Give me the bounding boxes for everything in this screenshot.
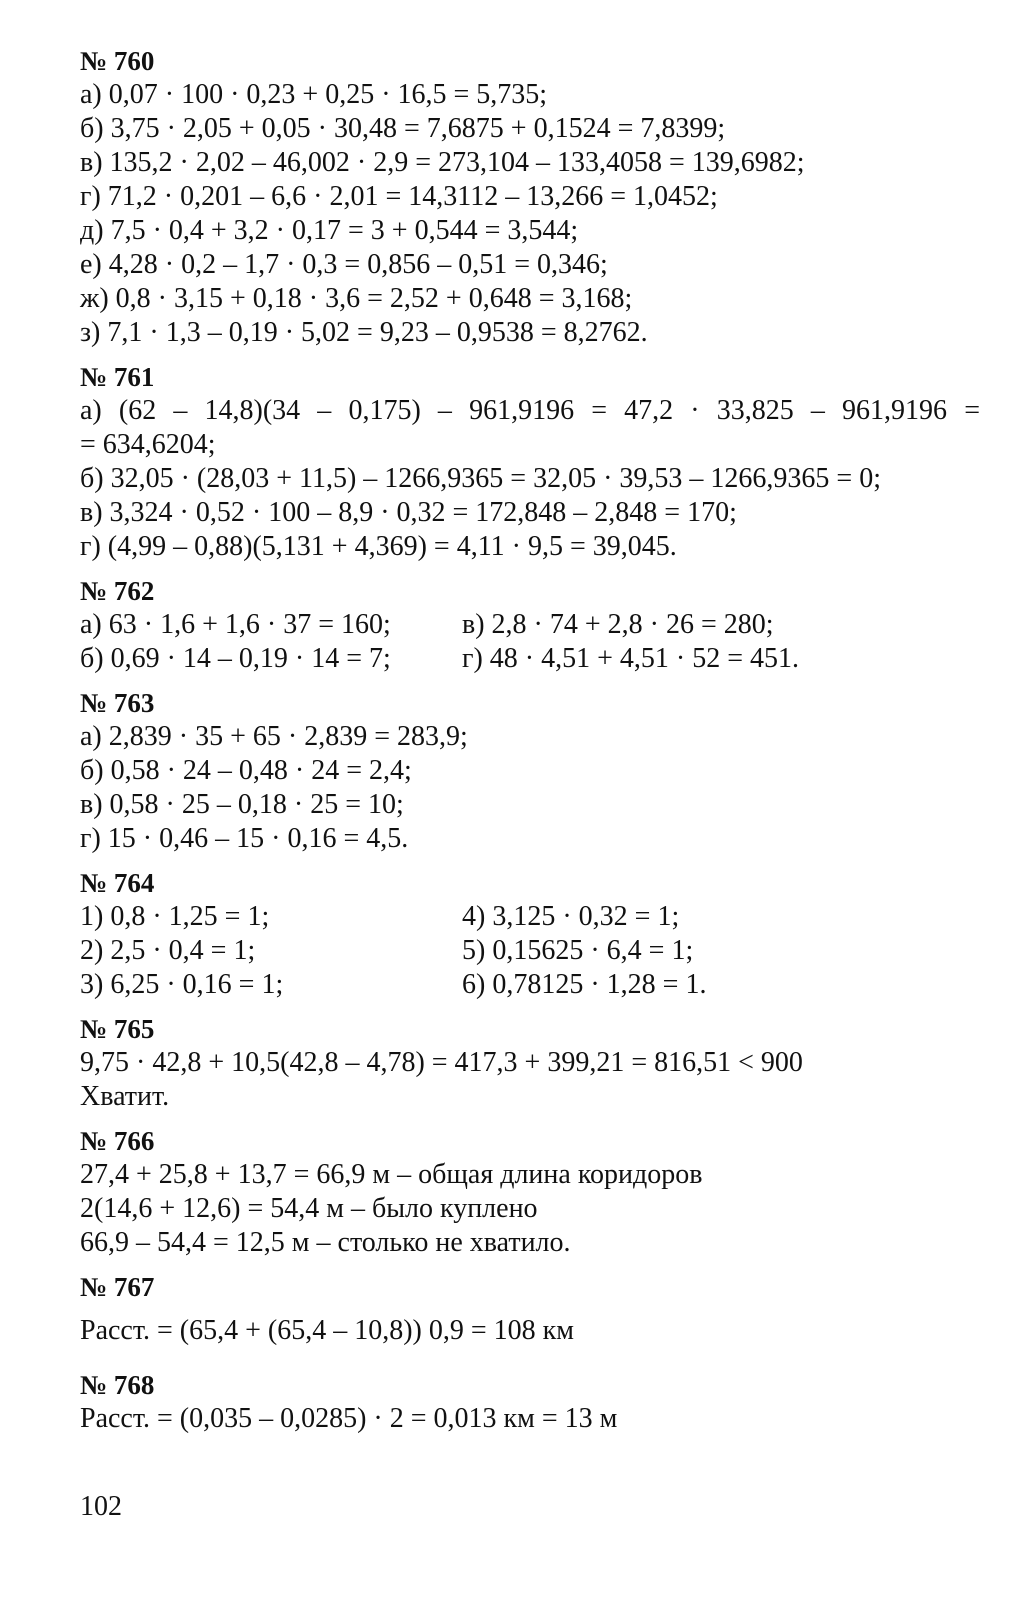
solution-line: в) 135,2 · 2,02 – 46,002 · 2,9 = 273,104 – 133,4058 = 139,6982; <box>80 147 805 178</box>
solution-line: д) 7,5 · 0,4 + 3,2 · 0,17 = 3 + 0,544 = 3,544; <box>80 215 579 246</box>
solution-line: 1) 0,8 · 1,25 = 1; <box>80 901 270 932</box>
solution-line: б) 32,05 · (28,03 + 11,5) – 1266,9365 = 32,05 · 39,53 – 1266,9365 = 0; <box>80 463 881 494</box>
solution-line: 2(14,6 + 12,6) = 54,4 м – было куплено <box>80 1193 538 1224</box>
section-760 <box>80 44 980 350</box>
solution-line: 6) 0,78125 · 1,28 = 1. <box>462 969 707 1000</box>
two-column-block <box>80 900 980 1002</box>
solution-line: ж) 0,8 · 3,15 + 0,18 · 3,6 = 2,52 + 0,648 = 3,168; <box>80 283 633 314</box>
solution-line: а) 0,07 · 100 · 0,23 + 0,25 · 16,5 = 5,735; <box>80 79 548 110</box>
page-number: 102 <box>80 1491 122 1522</box>
section-767 <box>80 1270 980 1348</box>
solution-line: з) 7,1 · 1,3 – 0,19 · 5,02 = 9,23 – 0,9538 = 8,2762. <box>80 317 648 348</box>
solution-line: в) 0,58 · 25 – 0,18 · 25 = 10; <box>80 789 404 820</box>
solution-line: г) (4,99 – 0,88)(5,131 + 4,369) = 4,11 · 9,5 = 39,045. <box>80 531 677 562</box>
section-766 <box>80 1124 980 1260</box>
section-title: № 761 <box>80 362 155 392</box>
solution-line: = 634,6204; <box>80 429 216 460</box>
solution-line: г) 71,2 · 0,201 – 6,6 · 2,01 = 14,3112 – 13,266 = 1,0452; <box>80 181 718 212</box>
section-762 <box>80 574 980 676</box>
section-761 <box>80 360 980 564</box>
solution-line: е) 4,28 · 0,2 – 1,7 · 0,3 = 0,856 – 0,51 = 0,346; <box>80 249 608 280</box>
section-768 <box>80 1368 980 1436</box>
solution-line: а) 2,839 · 35 + 65 · 2,839 = 283,9; <box>80 721 468 752</box>
solution-line: б) 0,58 · 24 – 0,48 · 24 = 2,4; <box>80 755 412 786</box>
section-title: № 765 <box>80 1014 155 1044</box>
solution-line: б) 0,69 · 14 – 0,19 · 14 = 7; <box>80 643 391 674</box>
section-title: № 764 <box>80 868 155 898</box>
two-column-block <box>80 608 980 676</box>
solution-line: а) 63 · 1,6 + 1,6 · 37 = 160; <box>80 609 391 640</box>
solution-line: б) 3,75 · 2,05 + 0,05 · 30,48 = 7,6875 + 0,1524 = 7,8399; <box>80 113 726 144</box>
solution-line: Расст. = (65,4 + (65,4 – 10,8)) 0,9 = 108 км <box>80 1315 574 1346</box>
solution-line: в) 3,324 · 0,52 · 100 – 8,9 · 0,32 = 172,848 – 2,848 = 170; <box>80 497 737 528</box>
solution-line: 5) 0,15625 · 6,4 = 1; <box>462 935 694 966</box>
section-title: № 762 <box>80 576 155 606</box>
solution-line: г) 15 · 0,46 – 15 · 0,16 = 4,5. <box>80 823 409 854</box>
section-title: № 767 <box>80 1272 155 1302</box>
solution-line: 27,4 + 25,8 + 13,7 = 66,9 м – общая длина коридоров <box>80 1159 703 1190</box>
solution-line: 66,9 – 54,4 = 12,5 м – столько не хватило. <box>80 1227 571 1258</box>
section-764 <box>80 866 980 1002</box>
solution-line: Хватит. <box>80 1081 170 1112</box>
section-title: № 768 <box>80 1370 155 1400</box>
page-content <box>80 44 980 1446</box>
solution-line: Расст. = (0,035 – 0,0285) · 2 = 0,013 км = 13 м <box>80 1403 618 1434</box>
solution-line: 9,75 · 42,8 + 10,5(42,8 – 4,78) = 417,3 + 399,21 = 816,51 < 900 <box>80 1047 803 1078</box>
section-765 <box>80 1012 980 1114</box>
solution-line: 2) 2,5 · 0,4 = 1; <box>80 935 256 966</box>
section-title: № 760 <box>80 46 155 76</box>
spacer <box>80 1304 980 1314</box>
solution-line: а) (62 – 14,8)(34 – 0,175) – 961,9196 = 47,2 · 33,825 – 961,9196 = <box>80 395 980 426</box>
section-title: № 763 <box>80 688 155 718</box>
section-title: № 766 <box>80 1126 155 1156</box>
spacer <box>80 1358 980 1368</box>
solution-line: 3) 6,25 · 0,16 = 1; <box>80 969 284 1000</box>
section-763 <box>80 686 980 856</box>
solution-line: 4) 3,125 · 0,32 = 1; <box>462 901 680 932</box>
solution-line: в) 2,8 · 74 + 2,8 · 26 = 280; <box>462 609 774 640</box>
solution-line: г) 48 · 4,51 + 4,51 · 52 = 451. <box>462 643 800 674</box>
